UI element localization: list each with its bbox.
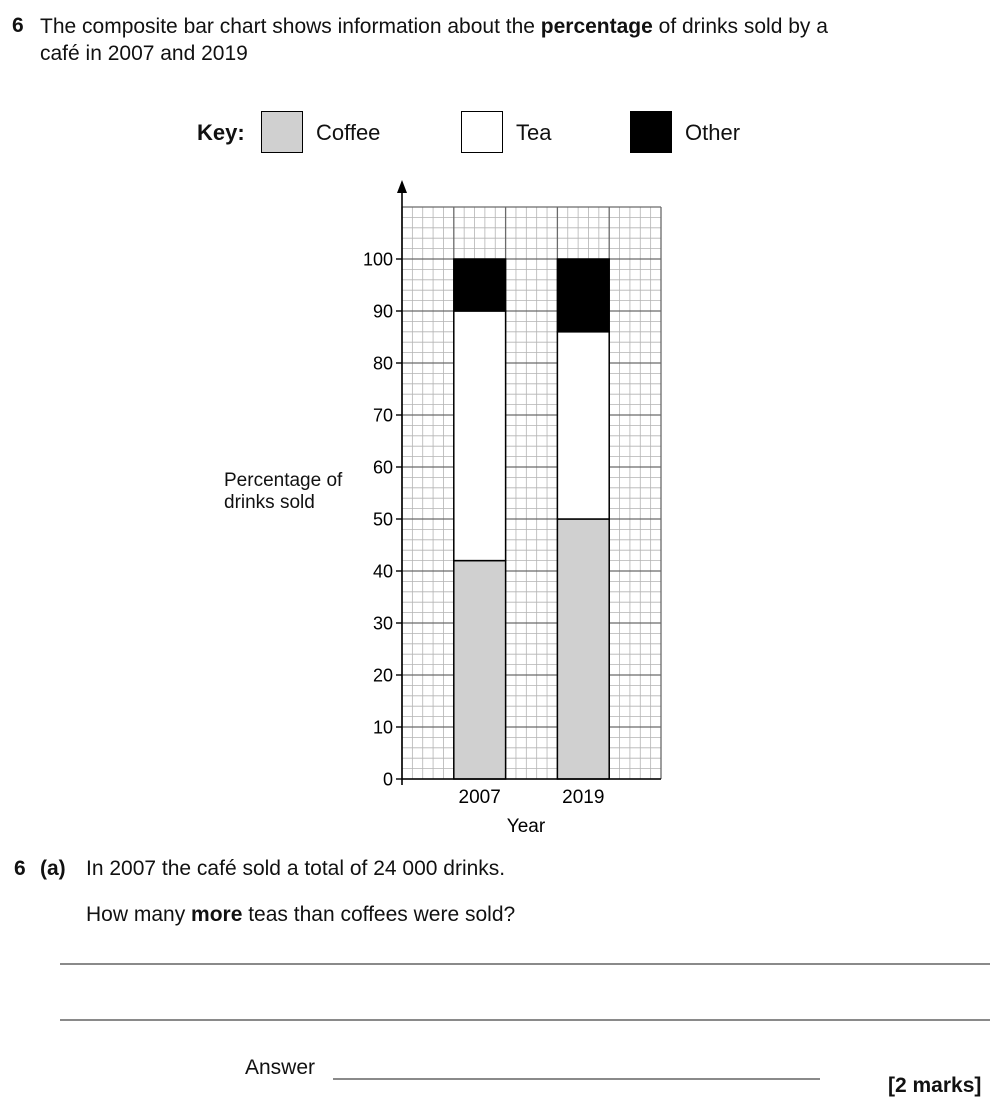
y-tick-label: 30 xyxy=(372,613,393,634)
x-tick-label: 2019 xyxy=(562,787,605,808)
intro-line-2: café in 2007 and 2019 xyxy=(40,42,248,65)
x-tick-label: 2007 xyxy=(458,787,501,808)
y-axis-label-line-1: Percentage of xyxy=(224,470,343,491)
bar-segment-other-2019 xyxy=(557,259,609,332)
axes xyxy=(396,180,661,785)
x-tick-labels xyxy=(459,787,605,808)
bar-segment-coffee-2007 xyxy=(454,561,506,779)
part-a-line-1: In 2007 the café sold a total of 24 000 drinks. xyxy=(86,857,506,880)
working-line-1[interactable] xyxy=(60,963,990,965)
working-line-2[interactable] xyxy=(60,1019,990,1021)
question-number: 6 xyxy=(12,14,24,37)
answer-label: Answer xyxy=(245,1056,316,1079)
key-item-coffee: Coffee xyxy=(316,120,381,145)
y-tick-label: 10 xyxy=(372,717,393,738)
y-axis-label-line-2: drinks sold xyxy=(224,492,315,513)
y-tick-label: 60 xyxy=(372,457,393,478)
part-a-line-2 xyxy=(86,901,515,928)
part-a-line-2-bold: more xyxy=(191,903,243,926)
grid-major-lines xyxy=(402,207,661,779)
part-label: (a) xyxy=(40,857,66,880)
answer-input-line[interactable] xyxy=(333,1078,820,1080)
intro-bold-text: percentage xyxy=(540,15,653,38)
x-axis-label: Year xyxy=(506,816,546,837)
y-tick-label: 40 xyxy=(372,561,393,582)
y-tick-label: 70 xyxy=(372,405,393,426)
part-a-line-2-start: How many xyxy=(86,903,192,926)
key-item-other: Other xyxy=(685,120,741,145)
y-tick-label: 50 xyxy=(372,509,393,530)
bar-segment-other-2007 xyxy=(454,259,506,311)
marks-label: [2 marks] xyxy=(888,1074,982,1097)
part-a-line-2-end: teas than coffees were sold? xyxy=(242,903,516,926)
bar-segment-coffee-2019 xyxy=(557,519,609,779)
key-item-tea: Tea xyxy=(516,120,552,145)
y-tick-label: 90 xyxy=(372,301,393,322)
y-tick-label: 20 xyxy=(372,665,393,686)
intro-text-end: of drinks sold by a xyxy=(652,15,828,38)
part-question-number: 6 xyxy=(14,857,26,880)
key-label: Key: xyxy=(197,120,245,145)
y-tick-label: 80 xyxy=(372,353,393,374)
y-tick-labels xyxy=(363,250,393,790)
bar-segment-tea-2019 xyxy=(557,332,609,519)
y-tick-label: 100 xyxy=(362,249,393,270)
intro-text: The composite bar chart shows information about the xyxy=(40,15,541,38)
y-axis-arrow xyxy=(397,180,407,193)
bar-segment-tea-2007 xyxy=(454,311,506,561)
y-tick-label: 0 xyxy=(382,769,393,790)
grid-minor-lines xyxy=(402,207,661,779)
